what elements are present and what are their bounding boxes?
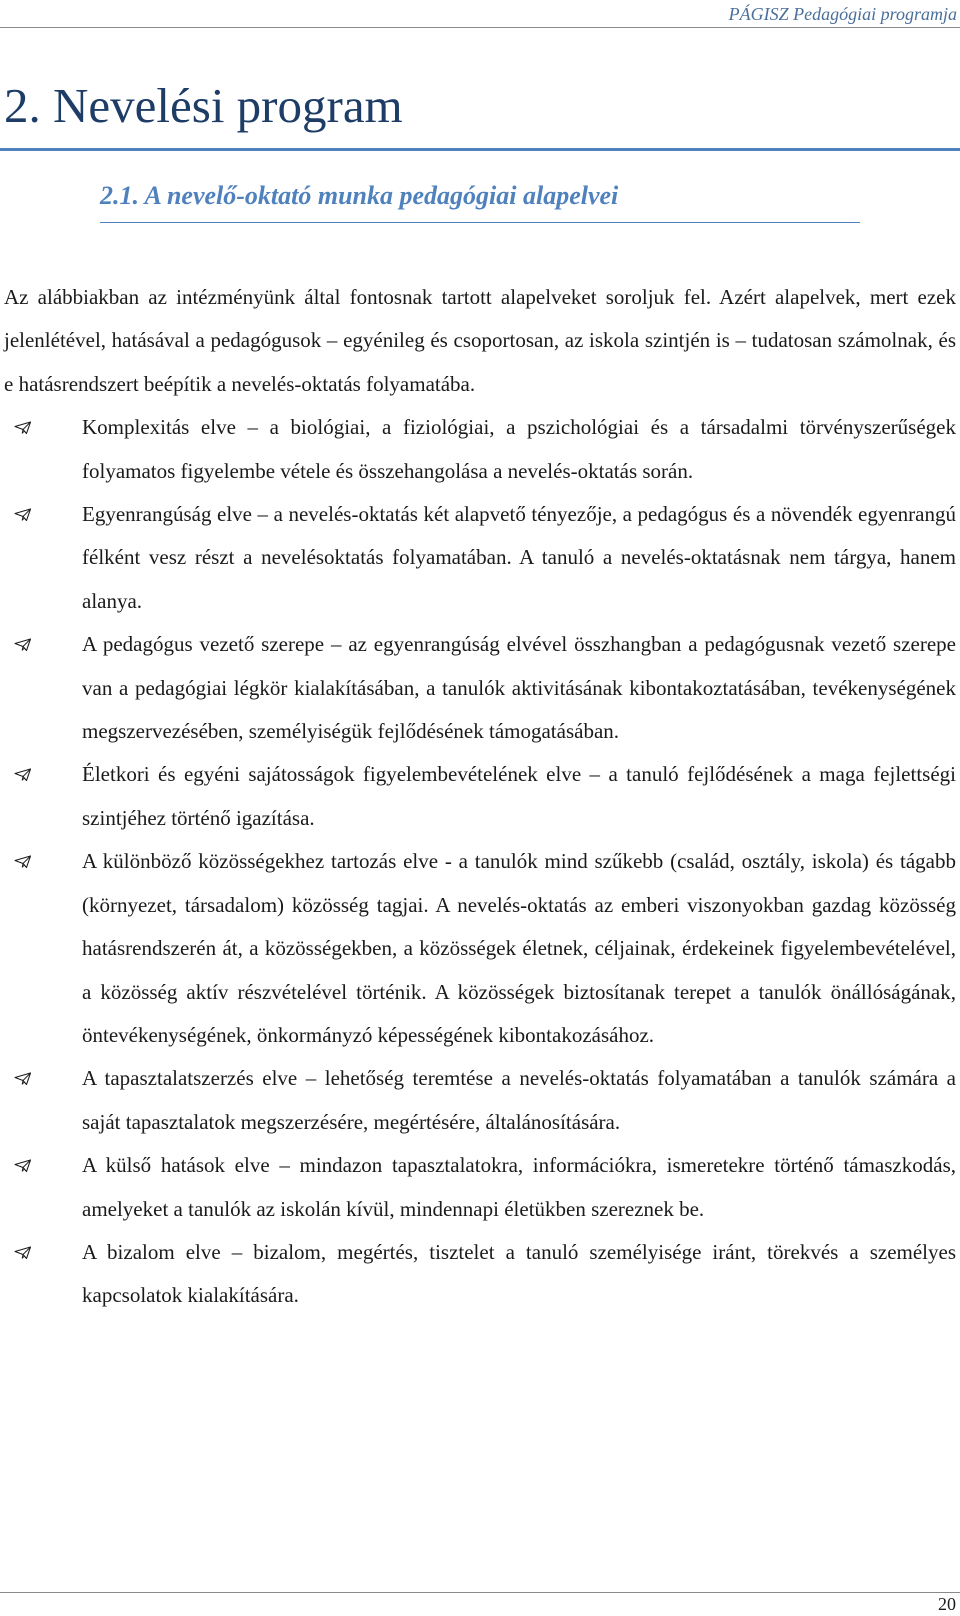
principle-text: Életkori és egyéni sajátosságok figyelembevételének elve – a tanuló fejlődésének a maga fejlettségi szintjéhez történő igazítása.	[82, 762, 956, 830]
intro-paragraph: Az alábbiakban az intézményünk által fontosnak tartott alapelveket soroljuk fel. Azért alapelvek, mert ezek jelenlétével, hatásával a pedagógusok – egyénileg és csoportosan, az iskola szintjén is – tudatosan számolnak, és e hatásrendszert beépítik a nevelés-oktatás folyamatába.	[4, 285, 956, 396]
principle-item	[4, 753, 956, 840]
principle-item	[4, 493, 956, 623]
principle-text: A különböző közösségekhez tartozás elve - a tanulók mind szűkebb (család, osztály, iskola) és tágabb (környezet, társadalom) közösség tagjai. A nevelés-oktatás az emberi viszonyokban gazdag közösség hatásrendszerén át, a közösségekben, a közösségek életnek, céljainak, érdekeinek figyelembevételével, a közösség aktív részvételével történik. A közösségek biztosítanak terepet a tanulók önállóságának, öntevékenységének, önkormányzó képességének kibontakozásához.	[82, 849, 956, 1047]
principle-text: A pedagógus vezető szerepe – az egyenrangúság elvével összhangban a pedagógusnak vezető szerepe van a pedagógiai légkör kialakításában, a tanulók aktivitásának kibontakoztatásában, tevékenységének megszervezésében, személyiségük fejlődésének támogatásában.	[82, 632, 956, 744]
page-header	[0, 0, 960, 30]
airplane-icon	[14, 1246, 32, 1260]
principle-item	[4, 840, 956, 1057]
chapter-title: 2. Nevelési program	[4, 78, 403, 133]
principle-item	[4, 623, 956, 753]
principle-text: A tapasztalatszerzés elve – lehetőség teremtése a nevelés-oktatás folyamatában a tanulók számára a saját tapasztalatok megszerzésére, megértésére, általánosítására.	[82, 1066, 956, 1134]
principle-item	[4, 1144, 956, 1231]
airplane-icon	[14, 508, 32, 522]
principle-item	[4, 1057, 956, 1144]
body-text	[4, 276, 956, 1318]
section-rule	[100, 222, 860, 223]
principle-item	[4, 406, 956, 493]
page-number: 20	[938, 1594, 956, 1614]
airplane-icon	[14, 855, 32, 869]
principle-text: Komplexitás elve – a biológiai, a fiziológiai, a pszichológiai és a társadalmi törvényszerűségek folyamatos figyelembe vétele és összehangolása a nevelés-oktatás során.	[82, 415, 956, 483]
airplane-icon	[14, 1159, 32, 1173]
airplane-icon	[14, 638, 32, 652]
principle-text: A bizalom elve – bizalom, megértés, tisztelet a tanuló személyisége iránt, törekvés a személyes kapcsolatok kialakítására.	[82, 1239, 956, 1308]
running-head: PÁGISZ Pedagógiai programja	[728, 4, 957, 24]
principles-list	[4, 406, 956, 1318]
section-title: 2.1. A nevelő-oktató munka pedagógiai alapelvei	[100, 181, 619, 210]
airplane-icon	[14, 421, 32, 435]
principle-item	[4, 1231, 956, 1318]
header-rule	[0, 27, 960, 28]
chapter-rule	[0, 148, 960, 151]
principle-text: A külső hatások elve – mindazon tapasztalatokra, információkra, ismeretekre történő támaszkodás, amelyeket a tanulók az iskolán kívül, mindennapi életükben szereznek be.	[82, 1153, 956, 1221]
footer-rule	[0, 1592, 960, 1593]
airplane-icon	[14, 768, 32, 782]
principle-text: Egyenrangúság elve – a nevelés-oktatás két alapvető tényezője, a pedagógus és a növendék egyenrangú félként vesz részt a nevelésoktatás folyamatában. A tanuló a nevelés-oktatásnak nem tárgya, hanem alanya.	[82, 502, 956, 613]
airplane-icon	[14, 1072, 32, 1086]
